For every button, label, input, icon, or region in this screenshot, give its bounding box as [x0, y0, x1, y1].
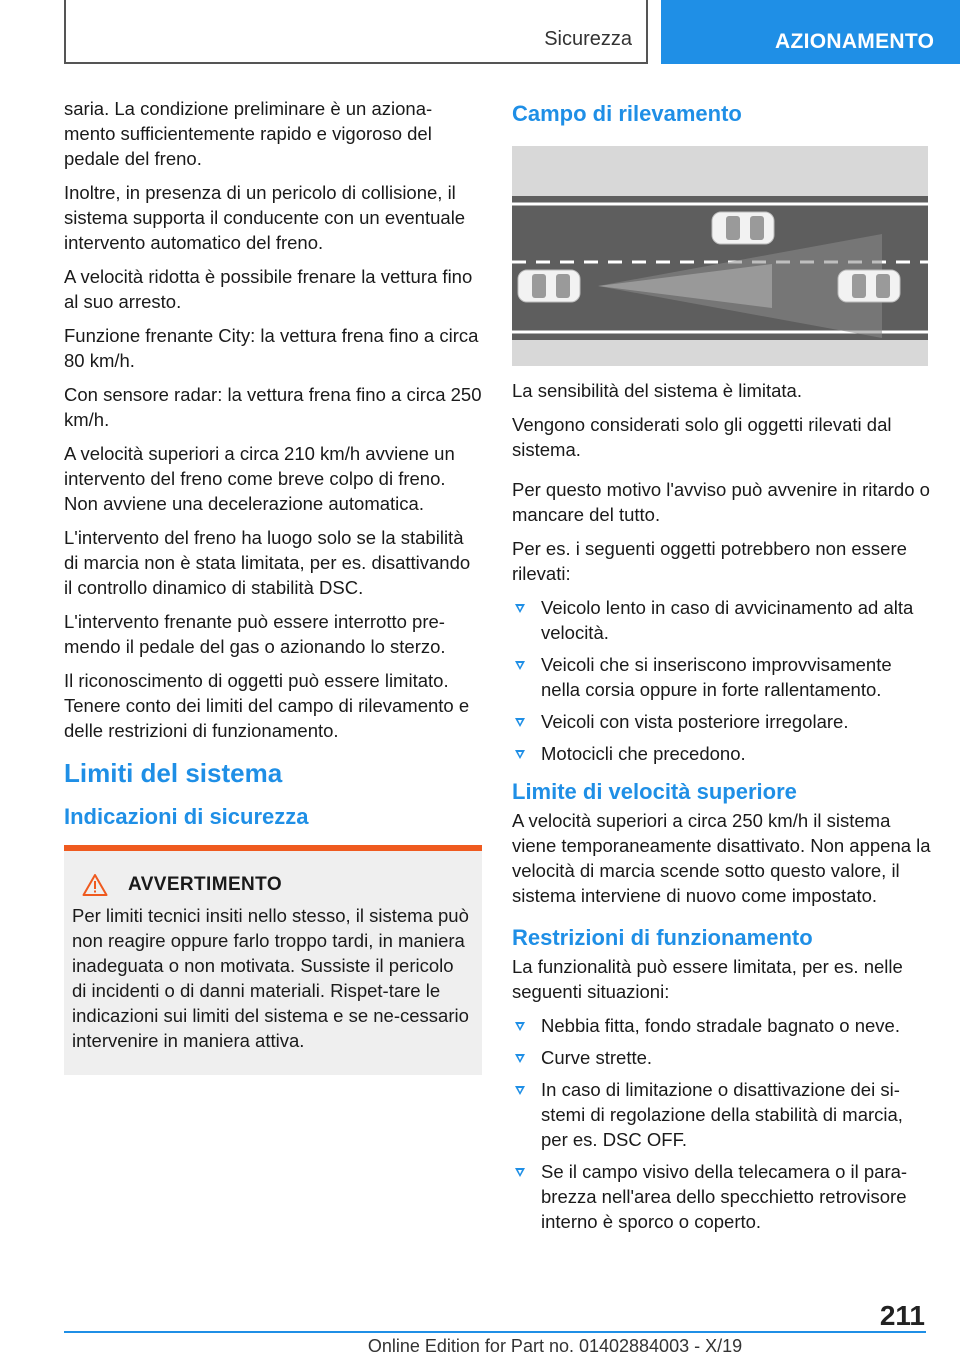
left-column — [64, 96, 482, 1075]
paragraph: saria. La condizione preliminare è un aziona-mento sufficientemente rapido e vigoroso del pedale del freno. — [64, 98, 433, 169]
paragraph: La sensibilità del sistema è limitata. — [512, 380, 802, 401]
page-number: 211 — [879, 1300, 925, 1331]
list-item: Veicoli con vista posteriore irregolare. — [512, 709, 932, 734]
detection-range-figure — [512, 146, 928, 366]
bullet-triangle-icon — [515, 1086, 525, 1095]
list-item: Curve strette. — [512, 1045, 932, 1070]
paragraph: Per questo motivo l'avviso può avvenire in ritardo o mancare del tutto. — [512, 479, 930, 525]
heading-restrictions: Restrizioni di funzionamento — [512, 925, 813, 950]
list-item: In caso di limitazione o disattivazione dei si-stemi di regolazione della stabilità di marcia, per es. DSC OFF. — [512, 1077, 932, 1152]
list-undetected — [512, 595, 932, 766]
heading-safety: Indicazioni di sicurezza — [64, 804, 309, 829]
paragraph: La funzionalità può essere limitata, per es. nelle seguenti situazioni: — [512, 956, 903, 1002]
car-rear-icon — [518, 270, 580, 302]
paragraph: Funzione frenante City: la vettura frena fino a circa 80 km/h. — [64, 325, 479, 371]
footer-divider — [64, 1331, 926, 1333]
paragraph: Per es. i seguenti oggetti potrebbero non essere rilevati: — [512, 538, 907, 584]
list-item: Veicolo lento in caso di avvicinamento ad alta velocità. — [512, 595, 932, 645]
paragraph: Vengono considerati solo gli oggetti rilevati dal sistema. — [512, 414, 892, 460]
header-section: Sicurezza — [544, 28, 632, 50]
header-section-box — [64, 0, 648, 64]
warning-text: Per limiti tecnici insiti nello stesso, il sistema può non reagire oppure farlo troppo tardi, in maniera inadeguata o non motivata. Sussiste il pericolo di incidenti o di danni materiali. Rispet-tare le indicazioni sui limiti del sistema e se ne-cessario intervenire in maniera attiva. — [72, 905, 469, 1051]
paragraph: A velocità superiori a circa 250 km/h il sistema viene temporaneamente disattivato. Non appena la velocità di marcia scende sotto questo valore, il sistema interviene di nuovo come impostato. — [512, 810, 931, 906]
car-front-icon — [712, 212, 774, 244]
list-item: Se il campo visivo della telecamera o il para-brezza nell'area dello specchietto retrovisore interno è sporco o coperto. — [512, 1159, 932, 1234]
bullet-triangle-icon — [515, 604, 525, 613]
heading-limits: Limiti del sistema — [64, 758, 283, 788]
paragraph: Con sensore radar: la vettura frena fino a circa 250 km/h. — [64, 384, 482, 430]
paragraph: L'intervento del freno ha luogo solo se la stabilità di marcia non è stata limitata, per es. disattivando il controllo dinamico di stabilità DSC. — [64, 527, 471, 598]
header-chapter: AZIONAMENTO — [661, 0, 960, 64]
heading-range: Campo di rilevamento — [512, 101, 742, 126]
footer-edition: Online Edition for Part no. 01402884003 - X/19 — [367, 1336, 743, 1356]
list-item: Motocicli che precedono. — [512, 741, 932, 766]
list-restrictions — [512, 1013, 932, 1234]
right-column — [512, 96, 932, 1243]
bullet-triangle-icon — [515, 750, 525, 759]
list-item: Veicoli che si inseriscono improvvisamente nella corsia oppure in forte rallentamento. — [512, 652, 932, 702]
warning-title: AVVERTIMENTO — [128, 874, 282, 895]
paragraph: Il riconoscimento di oggetti può essere limitato. Tenere conto dei limiti del campo di rilevamento e delle restrizioni di funzionamento. — [64, 670, 470, 741]
paragraph: A velocità ridotta è possibile frenare la vettura fino al suo arresto. — [64, 266, 473, 312]
warning-box — [64, 845, 482, 1075]
heading-speed: Limite di velocità superiore — [512, 779, 797, 804]
car-ahead-icon — [838, 270, 900, 302]
bullet-triangle-icon — [515, 1054, 525, 1063]
bullet-triangle-icon — [515, 1022, 525, 1031]
bullet-triangle-icon — [515, 1168, 525, 1177]
bullet-triangle-icon — [515, 718, 525, 727]
warning-triangle-icon — [82, 873, 108, 897]
paragraph: A velocità superiori a circa 210 km/h avviene un intervento del freno come breve colpo di freno. Non avviene una decelerazione automatica. — [64, 443, 455, 514]
list-item: Nebbia fitta, fondo stradale bagnato o neve. — [512, 1013, 932, 1038]
paragraph: L'intervento frenante può essere interrotto pre-mendo il pedale del gas o azionando lo sterzo. — [64, 611, 446, 657]
paragraph: Inoltre, in presenza di un pericolo di collisione, il sistema supporta il conducente con un eventuale intervento automatico del freno. — [64, 182, 466, 253]
bullet-triangle-icon — [515, 661, 525, 670]
